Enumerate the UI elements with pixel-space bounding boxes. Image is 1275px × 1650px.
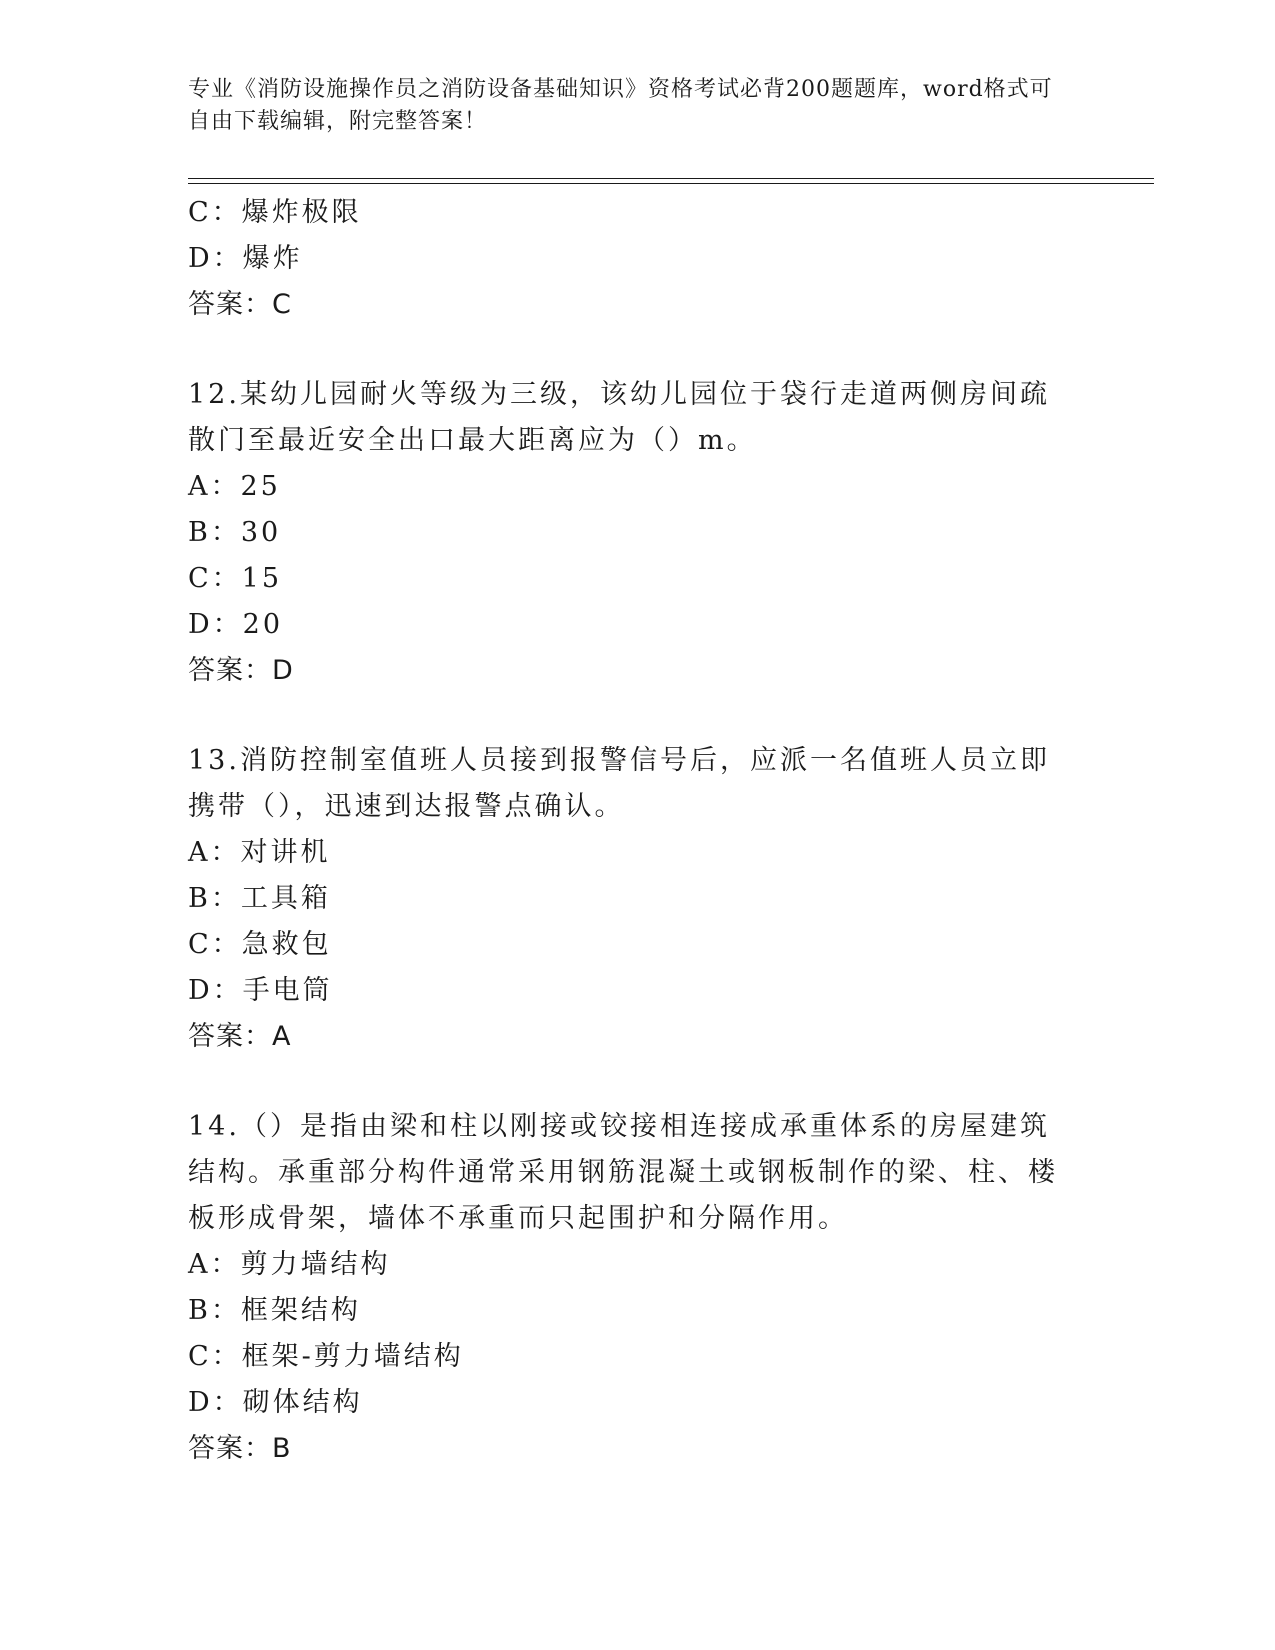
option-c: C：15 xyxy=(188,563,283,594)
document-header: 专业《消防设施操作员之消防设备基础知识》资格考试必背200题题库，word格式可自由下载编辑，附完整答案！ xyxy=(188,77,1053,134)
option-c: C：急救包 xyxy=(188,929,332,960)
option-b: B：框架结构 xyxy=(188,1295,361,1326)
option-d: D：手电筒 xyxy=(188,975,333,1006)
option-c: C：框架-剪力墙结构 xyxy=(188,1341,464,1372)
option-a: A：对讲机 xyxy=(188,837,331,868)
question-11-continuation xyxy=(188,190,1088,328)
option-b: B：30 xyxy=(188,517,282,548)
question-text: 12.某幼儿园耐火等级为三级，该幼儿园位于袋行走道两侧房间疏散门至最近安全出口最大距离应为（）m。 xyxy=(188,379,1050,456)
option-d: D：爆炸 xyxy=(188,243,303,274)
header-divider-top xyxy=(188,178,1154,179)
answer-line: 答案：C xyxy=(188,289,292,320)
option-d: D：砌体结构 xyxy=(188,1387,363,1418)
spacer xyxy=(188,694,1088,738)
option-c: C：爆炸极限 xyxy=(188,197,362,228)
question-12 xyxy=(188,372,1088,694)
header-divider-bottom xyxy=(188,183,1154,184)
option-a: A：剪力墙结构 xyxy=(188,1249,391,1280)
question-13 xyxy=(188,738,1088,1060)
option-b: B：工具箱 xyxy=(188,883,331,914)
question-list xyxy=(188,190,1088,1472)
question-14 xyxy=(188,1104,1088,1472)
spacer xyxy=(188,1060,1088,1104)
answer-line: 答案：A xyxy=(188,1021,292,1052)
option-a: A：25 xyxy=(188,471,281,502)
question-text: 13.消防控制室值班人员接到报警信号后，应派一名值班人员立即携带（），迅速到达报警点确认。 xyxy=(188,745,1050,822)
option-d: D：20 xyxy=(188,609,284,640)
spacer xyxy=(188,328,1088,372)
answer-line: 答案：B xyxy=(188,1433,292,1464)
answer-line: 答案：D xyxy=(188,655,294,686)
question-text: 14.（）是指由梁和柱以刚接或铰接相连接成承重体系的房屋建筑结构。承重部分构件通常采用钢筋混凝土或钢板制作的梁、柱、楼板形成骨架，墙体不承重而只起围护和分隔作用。 xyxy=(188,1111,1058,1234)
